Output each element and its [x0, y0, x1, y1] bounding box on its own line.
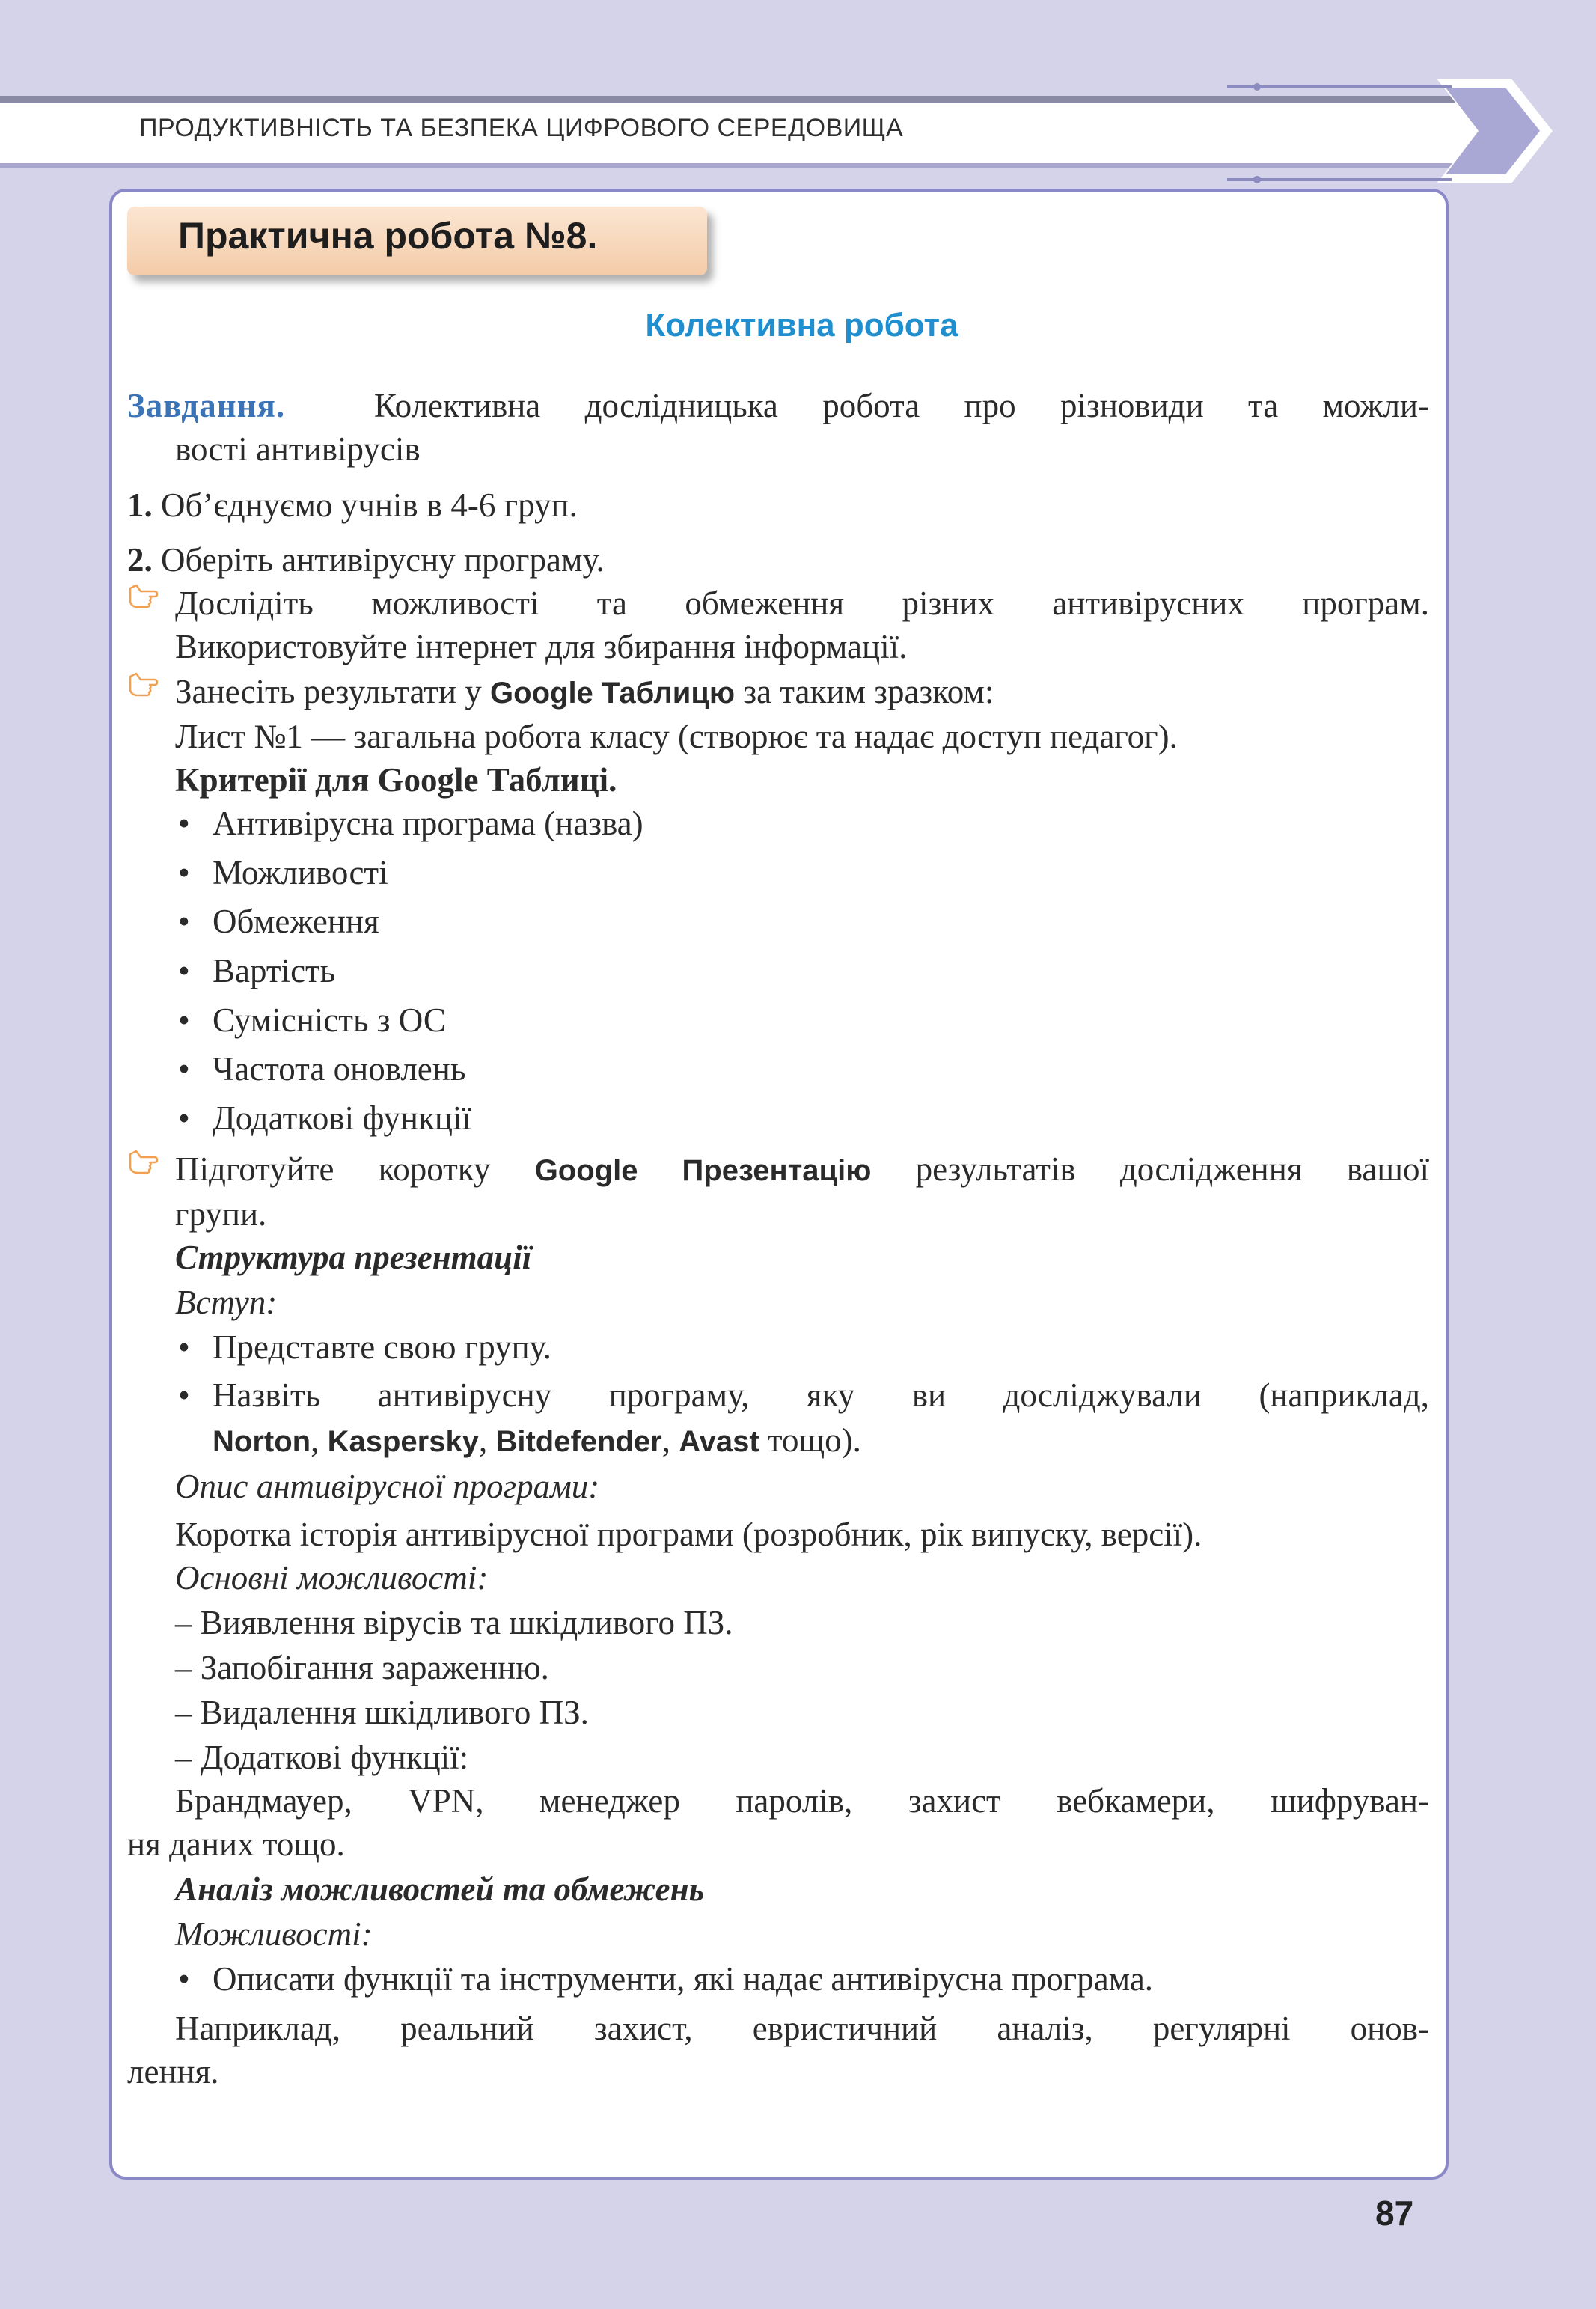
work-subtitle: Колективна робота — [645, 307, 958, 344]
google-slides-name: Google Презентацію — [534, 1154, 872, 1187]
step-3-line-1: Дослідіть можливості та обмеження різних антивірусних програм. — [175, 585, 1429, 622]
step-1-number: 1. — [127, 486, 153, 524]
decor-line — [1227, 85, 1452, 88]
work-title: Практична робота №8. — [178, 215, 598, 257]
criteria-item: Додаткові функції — [213, 1099, 471, 1137]
step-4-line-1 — [175, 669, 994, 716]
bullet-dot: • — [178, 952, 190, 989]
intro-item-2-line-1: Назвіть антивірусну програму, яку ви досліджували (наприклад, — [213, 1376, 1429, 1414]
step-1 — [127, 483, 578, 528]
brand-name: Bitdefender — [495, 1425, 662, 1458]
extra-features-line-2: ня даних тощо. — [127, 1825, 345, 1863]
criteria-item: Можливості — [213, 854, 388, 891]
step-4-post: за таким зразком: — [735, 673, 994, 710]
criteria-item: Частота оновлень — [213, 1050, 466, 1088]
bullet-dot: • — [178, 903, 190, 940]
page-number: 87 — [1375, 2194, 1414, 2233]
example-line-2: лення. — [127, 2053, 219, 2090]
header-rule — [0, 96, 1482, 103]
criteria-item: Обмеження — [213, 903, 379, 940]
description-text: Коротка історія антивірусної програми (розробник, рік випуску, версії). — [175, 1516, 1202, 1553]
step-5-post: результатів дослідження вашої — [871, 1150, 1429, 1188]
criteria-item: Вартість — [213, 952, 336, 989]
step-4-pre: Занесіть результати у — [175, 673, 491, 710]
task-label: Завдання. — [127, 387, 286, 424]
step-5-line-2: групи. — [175, 1195, 267, 1233]
bullet-dot: • — [178, 1329, 190, 1366]
pointing-hand-icon — [127, 1148, 160, 1181]
pointing-hand-icon — [127, 582, 160, 615]
analysis-title: Аналіз можливостей та обмежень — [175, 1870, 705, 1908]
bullet-dot: • — [178, 1050, 190, 1088]
decor-line — [1227, 178, 1452, 181]
bullet-dot: • — [178, 854, 190, 891]
intro-item-2-line-2 — [213, 1418, 861, 1464]
separator: , — [478, 1421, 496, 1459]
intro-item: Представте свою групу. — [213, 1329, 551, 1366]
criteria-item: Сумісність з ОС — [213, 1001, 446, 1039]
feature-item: – Запобігання зараженню. — [175, 1649, 549, 1686]
pointing-hand-icon — [127, 671, 160, 704]
section-title: ПРОДУКТИВНІСТЬ ТА БЕЗПЕКА ЦИФРОВОГО СЕРЕДОВИЩА — [139, 114, 904, 142]
extra-features-line-1: Брандмауер, VPN, менеджер паролів, захист вебкамери, шифруван- — [175, 1782, 1429, 1820]
criteria-item: Антивірусна програма (назва) — [213, 805, 643, 842]
main-features-label: Основні можливості: — [175, 1559, 489, 1596]
separator: , — [311, 1421, 328, 1459]
separator: , — [661, 1421, 679, 1459]
step-2-number: 2. — [127, 541, 153, 579]
brand-name: Norton — [213, 1425, 311, 1458]
decor-dot — [1253, 176, 1261, 183]
step-1-text: Об’єднуємо учнів в 4-6 груп. — [161, 486, 578, 524]
intro-item-2-tail: тощо). — [759, 1421, 861, 1459]
task-line-1 — [127, 383, 1429, 428]
brand-name: Kaspersky — [327, 1425, 479, 1458]
criteria-title: Критерії для Google Таблиці. — [175, 761, 617, 799]
step-3-line-2: Використовуйте інтернет для збирання інформації. — [175, 628, 908, 665]
bullet-dot: • — [178, 1376, 190, 1414]
task-text-1: Колективна дослідницька робота про різновиди та можли- — [373, 387, 1429, 424]
bullet-dot: • — [178, 1960, 190, 1998]
description-label: Опис антивірусної програми: — [175, 1468, 600, 1505]
capabilities-label: Можливості: — [175, 1915, 373, 1953]
capabilities-item: Описати функції та інструменти, які надає антивірусна програма. — [213, 1960, 1154, 1998]
bullet-dot: • — [178, 805, 190, 842]
google-sheets-name: Google Таблицю — [490, 677, 736, 710]
chevron-right-icon — [1429, 71, 1556, 191]
bullet-dot: • — [178, 1099, 190, 1137]
structure-title: Структура презентації — [175, 1239, 532, 1276]
intro-label: Вступ: — [175, 1284, 278, 1321]
decor-dot — [1253, 83, 1261, 91]
feature-item: – Виявлення вірусів та шкідливого ПЗ. — [175, 1604, 733, 1641]
brand-name: Avast — [679, 1425, 759, 1458]
step-5-line-1 — [175, 1147, 1429, 1193]
bullet-dot: • — [178, 1001, 190, 1039]
step-5-pre: Підготуйте коротку — [175, 1150, 535, 1188]
step-4-line-2: Лист №1 — загальна робота класу (створює та надає доступ педагог). — [175, 718, 1178, 755]
feature-item: – Видалення шкідливого ПЗ. — [175, 1694, 589, 1731]
step-2-text: Оберіть антивірусну програму. — [161, 541, 605, 579]
step-2 — [127, 537, 605, 582]
task-line-2: вості антивірусів — [175, 430, 421, 468]
example-line-1: Наприклад, реальний захист, евристичний аналіз, регулярні онов- — [175, 2010, 1429, 2047]
feature-item: – Додаткові функції: — [175, 1739, 469, 1776]
